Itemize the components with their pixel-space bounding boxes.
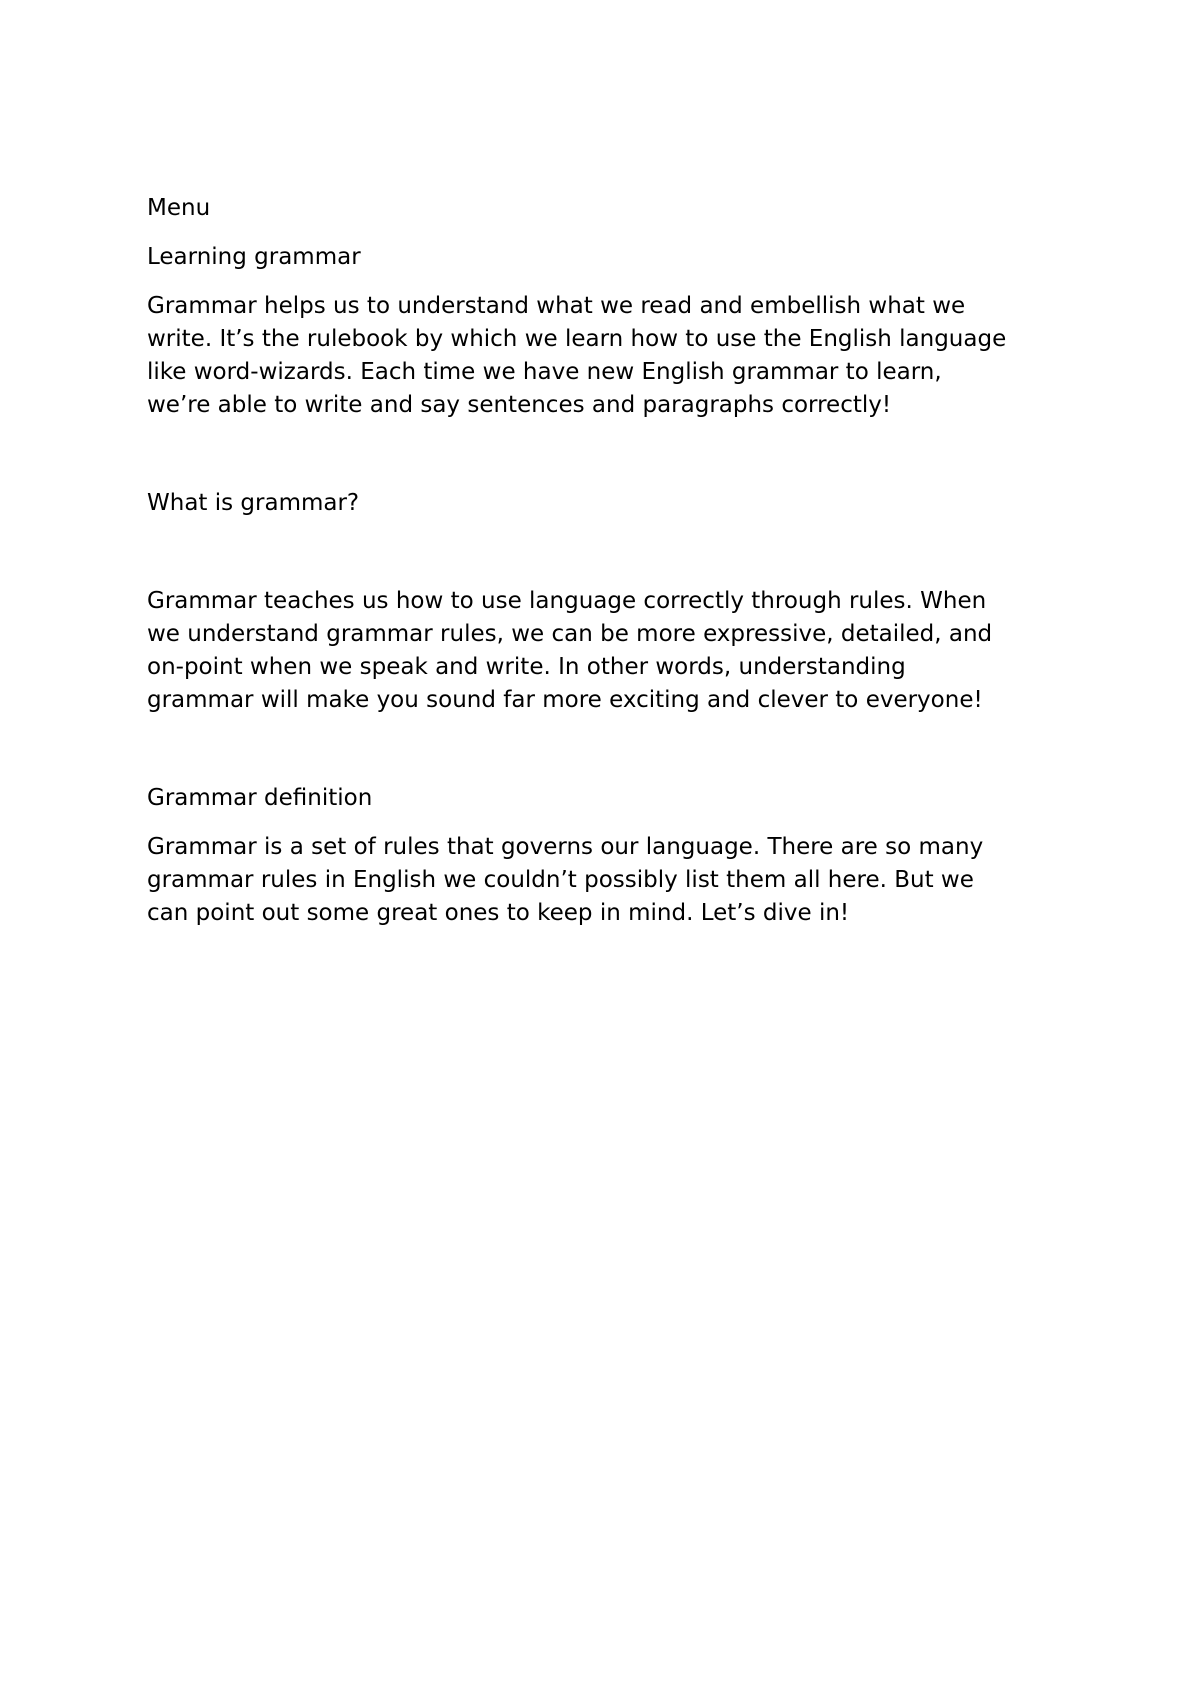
paragraph-line: we understand grammar rules, we can be more expressive, detailed, and (147, 621, 993, 647)
paragraph-line: like word-wizards. Each time we have new English grammar to learn, (147, 359, 942, 385)
paragraph-line: Grammar helps us to understand what we read and embellish what we (147, 293, 966, 319)
paragraph-line: we’re able to write and say sentences and paragraphs correctly! (147, 392, 892, 418)
paragraph-what-is-grammar (147, 585, 1077, 717)
paragraph-line: write. It’s the rulebook by which we learn how to use the English language (147, 326, 1007, 352)
paragraph-line: Grammar teaches us how to use language correctly through rules. When (147, 588, 987, 614)
heading-learning-grammar: Learning grammar (147, 244, 361, 270)
paragraph-learning-grammar (147, 290, 1077, 422)
heading-grammar-definition: Grammar definition (147, 785, 373, 811)
document-body (147, 192, 1077, 930)
heading-what-is-grammar: What is grammar? (147, 490, 360, 516)
paragraph-line: grammar rules in English we couldn’t possibly list them all here. But we (147, 867, 974, 893)
paragraph-line: can point out some great ones to keep in mind. Let’s dive in! (147, 900, 850, 926)
paragraph-line: grammar will make you sound far more exciting and clever to everyone! (147, 687, 983, 713)
menu-label: Menu (147, 195, 211, 221)
paragraph-line: on-point when we speak and write. In other words, understanding (147, 654, 906, 680)
paragraph-line: Grammar is a set of rules that governs our language. There are so many (147, 834, 984, 860)
paragraph-grammar-definition (147, 831, 1077, 930)
